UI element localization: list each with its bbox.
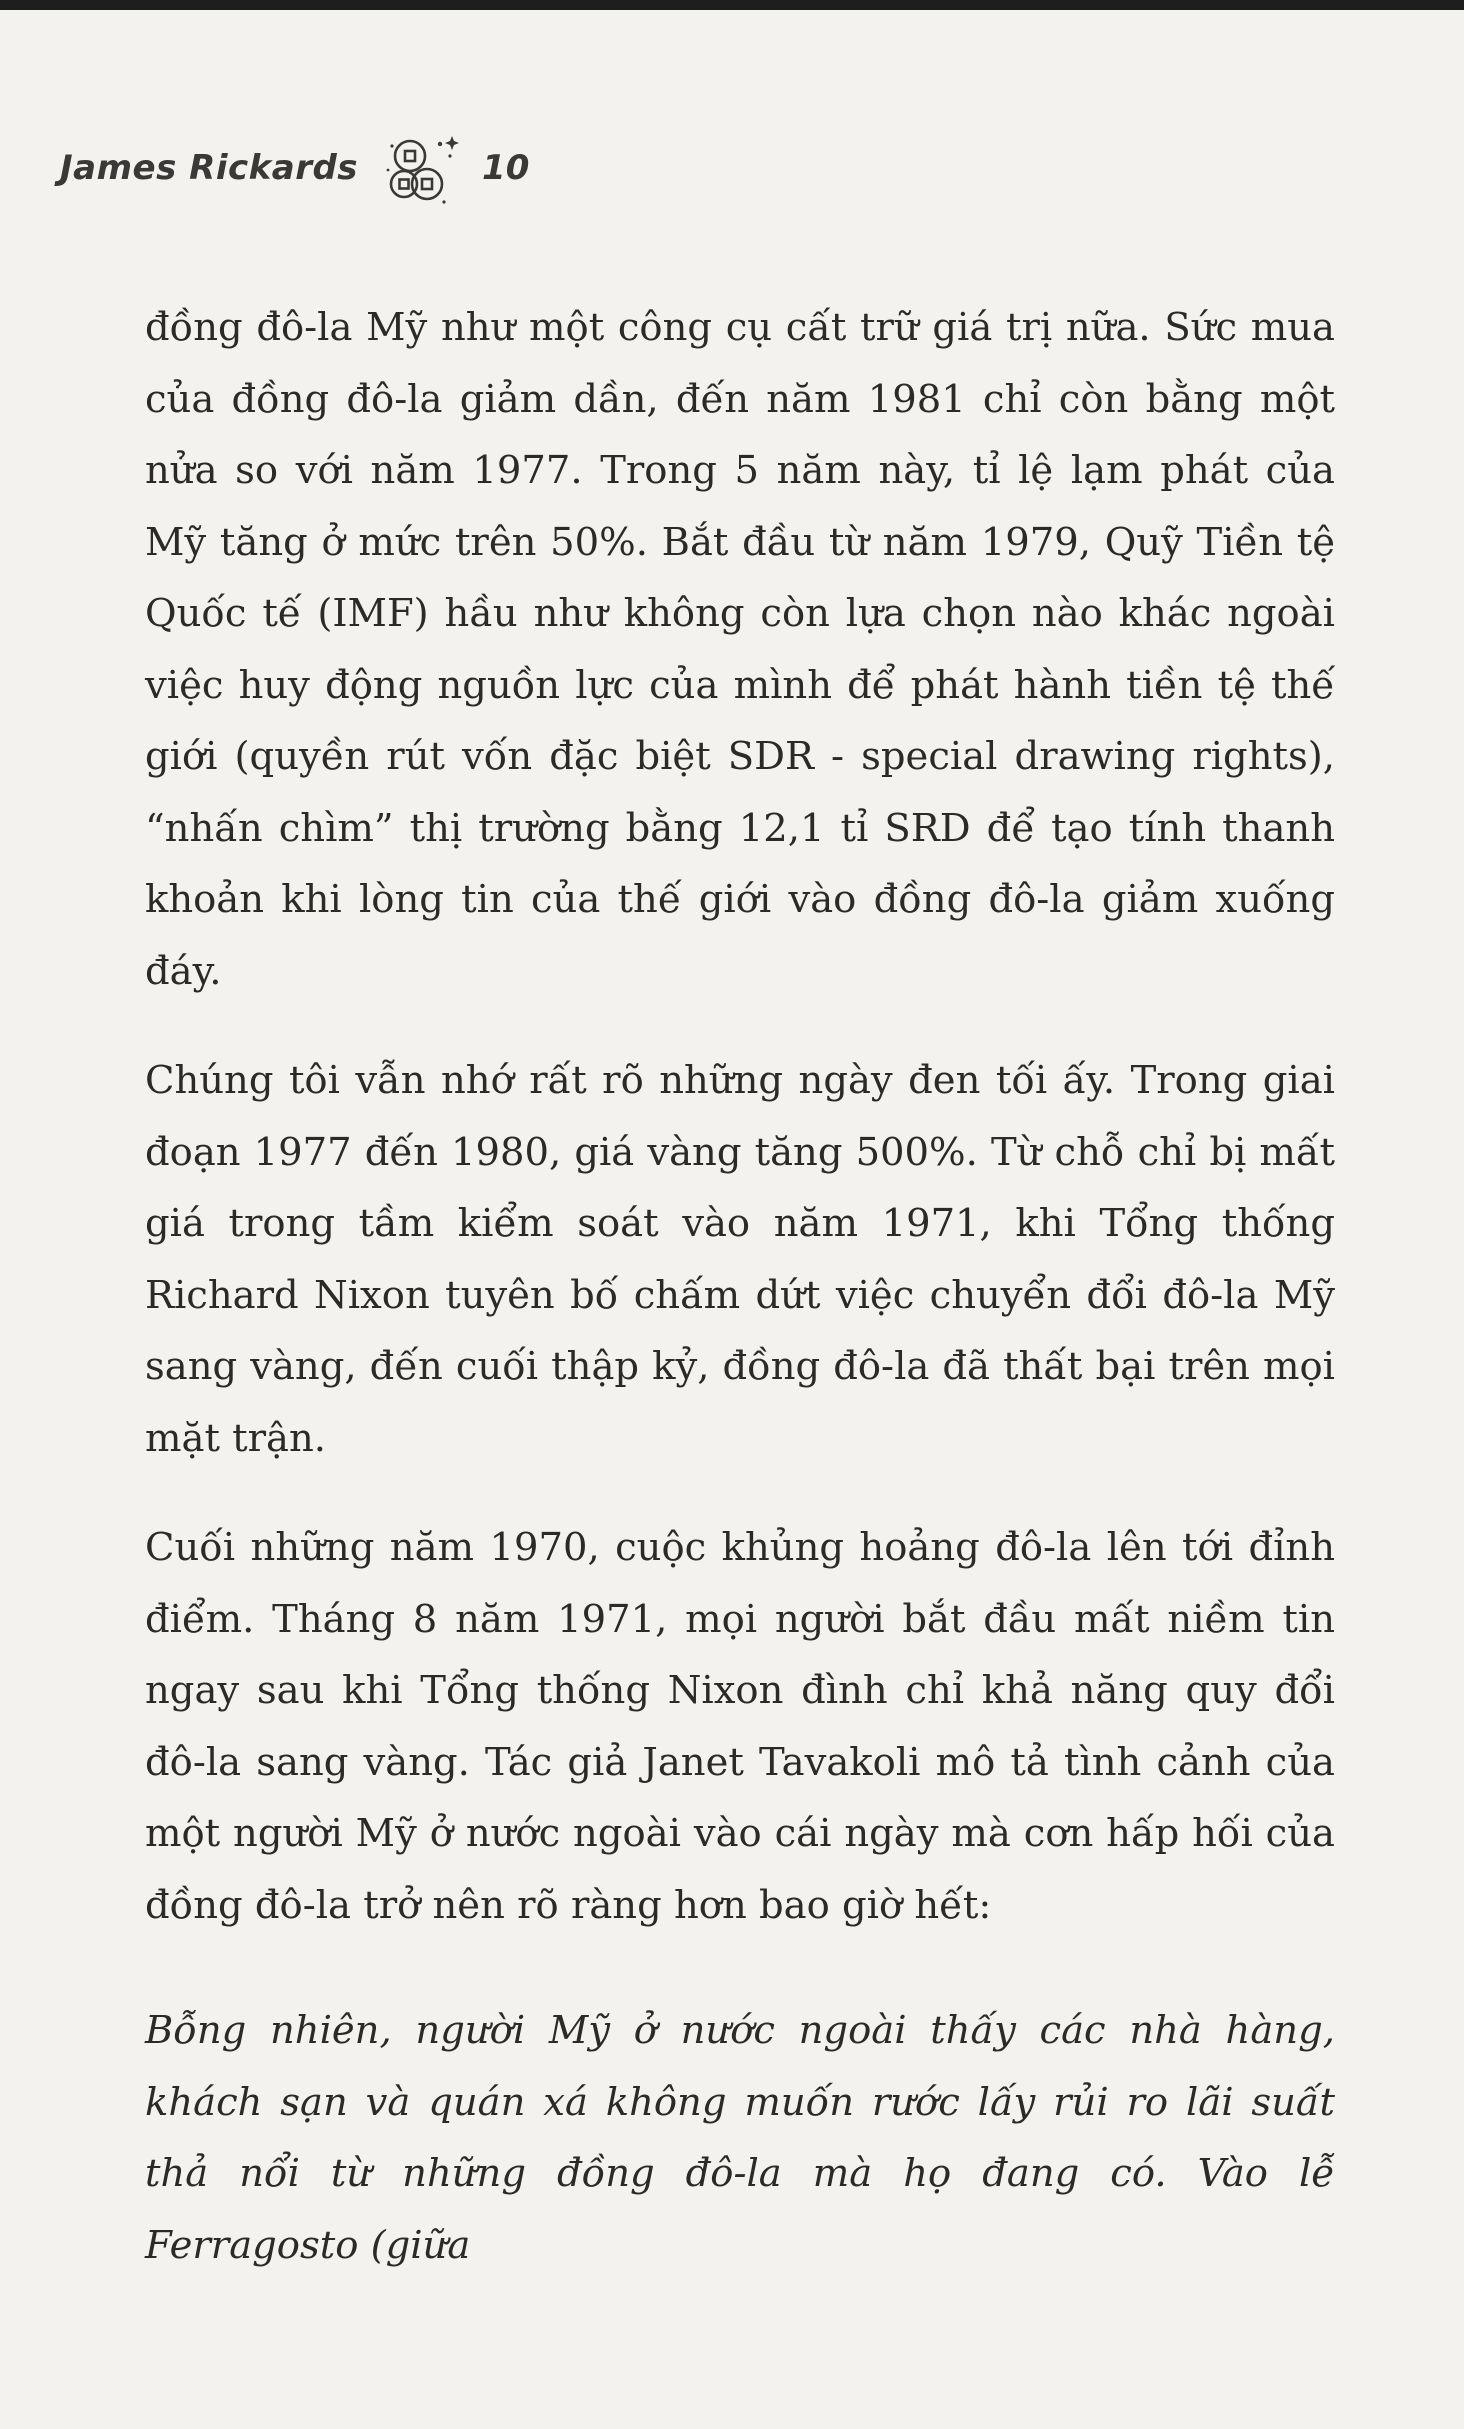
author-name: James Rickards xyxy=(60,148,359,188)
running-header xyxy=(60,128,529,208)
page-body xyxy=(145,292,1335,2281)
body-paragraph: Cuối những năm 1970, cuộc khủng hoảng đô-la lên tới đỉnh điểm. Tháng 8 năm 1971, mọi người bắt đầu mất niềm tin ngay sau khi Tổng thống Nixon đình chỉ khả năng quy đổi đô-la sang vàng. Tác giả Janet Tavakoli mô tả tình cảnh của một người Mỹ ở nước ngoài vào cái ngày mà cơn hấp hối của đồng đô-la trở nên rõ ràng hơn bao giờ hết: xyxy=(145,1525,1335,1928)
body-paragraph: đồng đô-la Mỹ như một công cụ cất trữ giá trị nữa. Sức mua của đồng đô-la giảm dần, đến năm 1981 chỉ còn bằng một nửa so với năm 1977. Trong 5 năm này, tỉ lệ lạm phát của Mỹ tăng ở mức trên 50%. Bắt đầu từ năm 1979, Quỹ Tiền tệ Quốc tế (IMF) hầu như không còn lựa chọn nào khác ngoài việc huy động nguồn lực của mình để phát hành tiền tệ thế giới (quyền rút vốn đặc biệt SDR - special drawing rights), “nhấn chìm” thị trường bằng 12,1 tỉ SRD để tạo tính thanh khoản khi lòng tin của thế giới vào đồng đô-la giảm xuống đáy. xyxy=(145,305,1335,994)
body-paragraph: Chúng tôi vẫn nhớ rất rõ những ngày đen tối ấy. Trong giai đoạn 1977 đến 1980, giá vàng tăng 500%. Từ chỗ chỉ bị mất giá trong tầm kiểm soát vào năm 1971, khi Tổng thống Richard Nixon tuyên bố chấm dứt việc chuyển đổi đô-la Mỹ sang vàng, đến cuối thập kỷ, đồng đô-la đã thất bại trên mọi mặt trận. xyxy=(145,1058,1335,1461)
coins-icon xyxy=(380,126,464,210)
page-number: 10 xyxy=(482,148,530,188)
block-quote: Bỗng nhiên, người Mỹ ở nước ngoài thấy các nhà hàng, khách sạn và quán xá không muốn rước lấy rủi ro lãi suất thả nổi từ những đồng đô-la mà họ đang có. Vào lễ Ferragosto (giữa xyxy=(145,2008,1335,2268)
page-top-edge xyxy=(0,0,1464,10)
